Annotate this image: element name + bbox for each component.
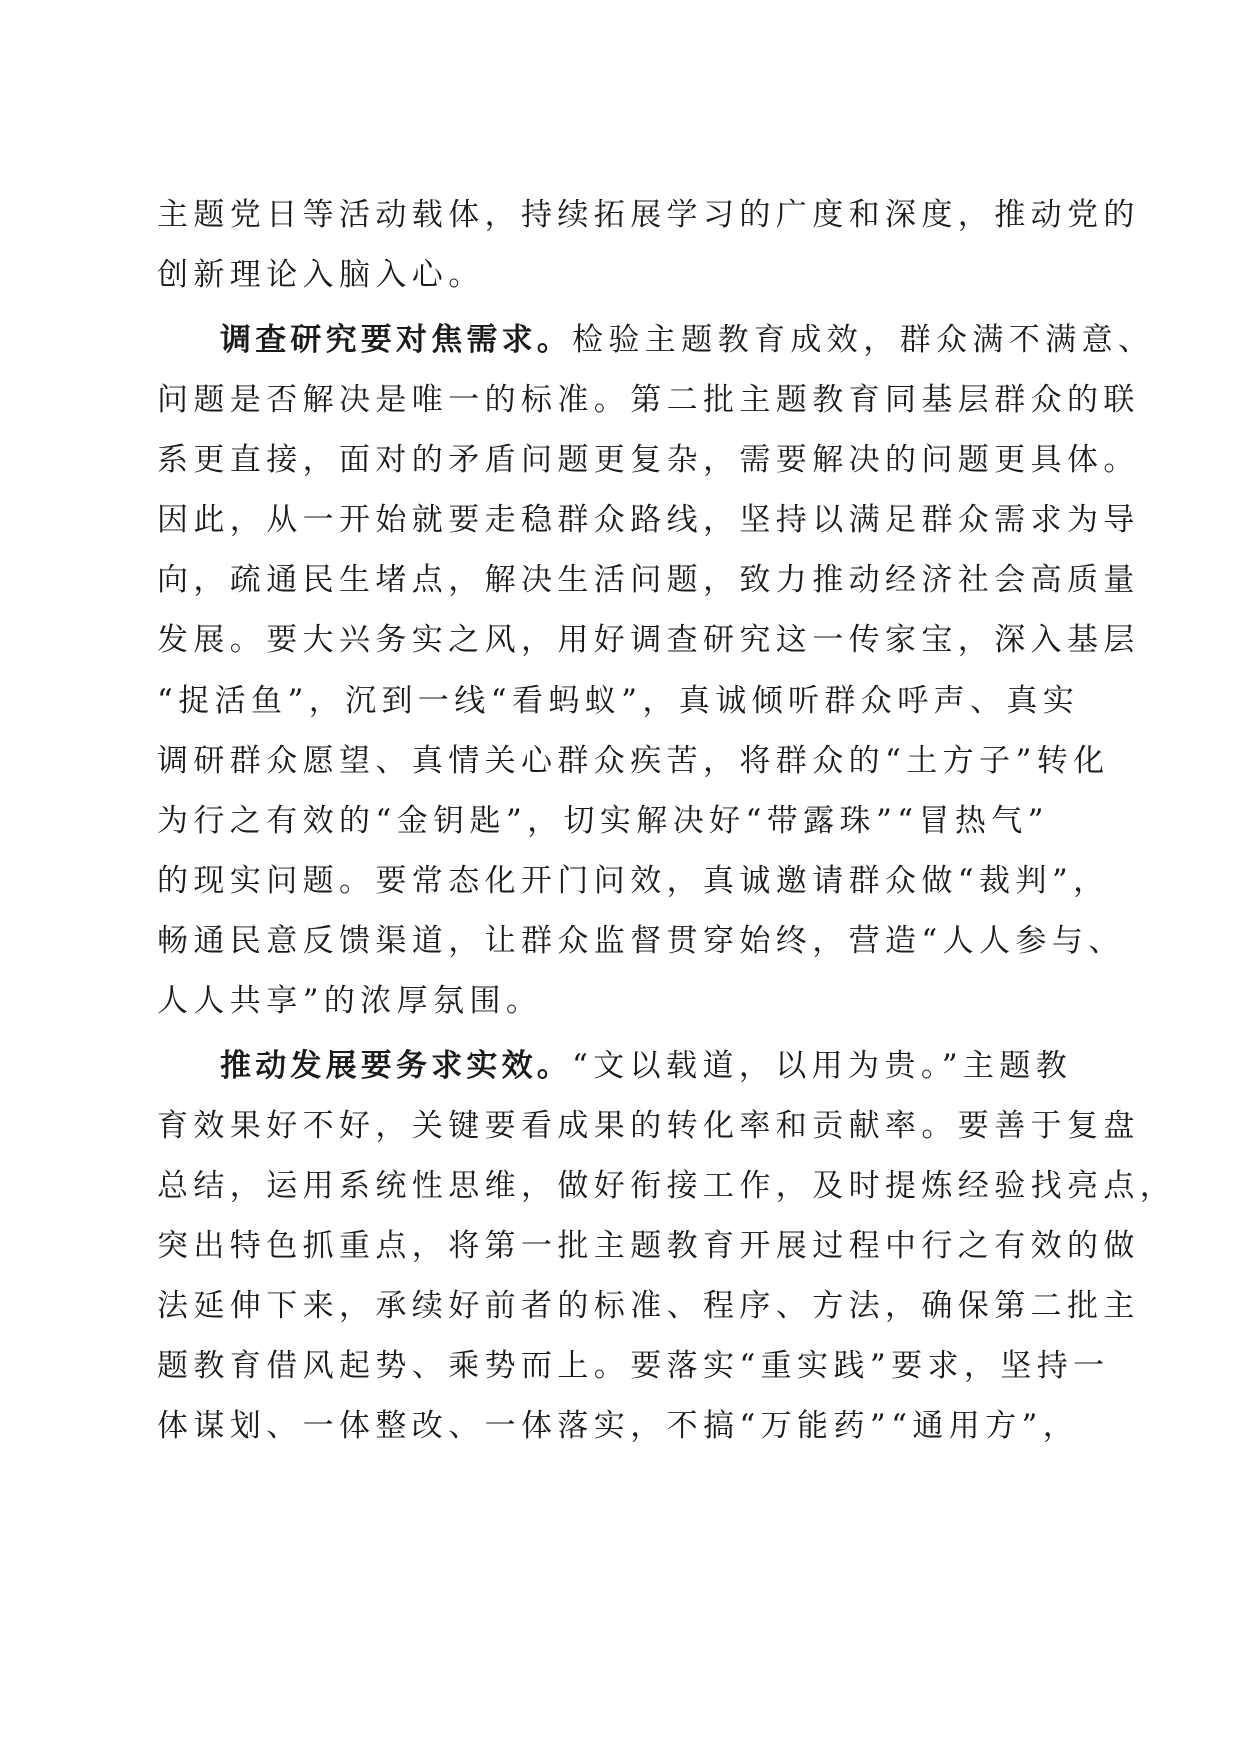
body-text: 检验主题教育成效，群众满不满意、 bbox=[572, 322, 1155, 358]
body-text-line: 总结，运用系统性思维，做好衔接工作，及时提炼经验找亮点， bbox=[157, 1168, 1177, 1204]
paragraph-first-line bbox=[220, 1044, 1072, 1088]
body-text-line: 的现实问题。要常态化开门问效，真诚邀请群众做“裁判”， bbox=[157, 863, 1110, 899]
body-text-line: 向，疏通民生堵点，解决生活问题，致力推动经济社会高质量 bbox=[157, 562, 1140, 598]
section-heading: 调查研究要对焦需求。 bbox=[220, 322, 572, 358]
body-text-line: 调研群众愿望、真情关心群众疾苦，将群众的“土方子”转化 bbox=[157, 743, 1110, 779]
body-text-line: 因此，从一开始就要走稳群众路线，坚持以满足群众需求为导 bbox=[157, 502, 1140, 538]
body-text-line: 育效果好不好，关键要看成果的转化率和贡献率。要善于复盘 bbox=[157, 1108, 1140, 1144]
body-text-line: 人人共享”的浓厚氛围。 bbox=[157, 983, 543, 1019]
body-text-line: 为行之有效的“金钥匙”，切实解决好“带露珠”“冒热气” bbox=[157, 803, 1049, 839]
section-heading: 推动发展要务求实效。 bbox=[220, 1048, 572, 1084]
body-text-line: 法延伸下来，承续好前者的标准、程序、方法，确保第二批主 bbox=[157, 1288, 1140, 1324]
body-text-line: 畅通民意反馈渠道，让群众监督贯穿始终，营造“人人参与、 bbox=[157, 923, 1125, 959]
paragraph-first-line bbox=[220, 318, 1154, 362]
body-text-line: 主题党日等活动载体，持续拓展学习的广度和深度，推动党的 bbox=[157, 197, 1140, 233]
body-text-line: 问题是否解决是唯一的标准。第二批主题教育同基层群众的联 bbox=[157, 382, 1140, 418]
body-text-line: 突出特色抓重点，将第一批主题教育开展过程中行之有效的做 bbox=[157, 1228, 1140, 1264]
body-text-line: 创新理论入脑入心。 bbox=[157, 257, 485, 293]
body-text-line: 系更直接，面对的矛盾问题更复杂，需要解决的问题更具体。 bbox=[157, 442, 1140, 478]
body-text: “文以载道，以用为贵。”主题教 bbox=[572, 1048, 1073, 1084]
body-text-line: 发展。要大兴务实之风，用好调查研究这一传家宝，深入基层 bbox=[157, 622, 1140, 658]
body-text-line: 题教育借风起势、乘势而上。要落实“重实践”要求，坚持一 bbox=[157, 1348, 1110, 1384]
body-text-line: “捉活鱼”，沉到一线“看蚂蚁”，真诚倾听群众呼声、真实 bbox=[157, 683, 1080, 719]
body-text-line: 体谋划、一体整改、一体落实，不搞“万能药”“通用方”， bbox=[157, 1408, 1080, 1444]
